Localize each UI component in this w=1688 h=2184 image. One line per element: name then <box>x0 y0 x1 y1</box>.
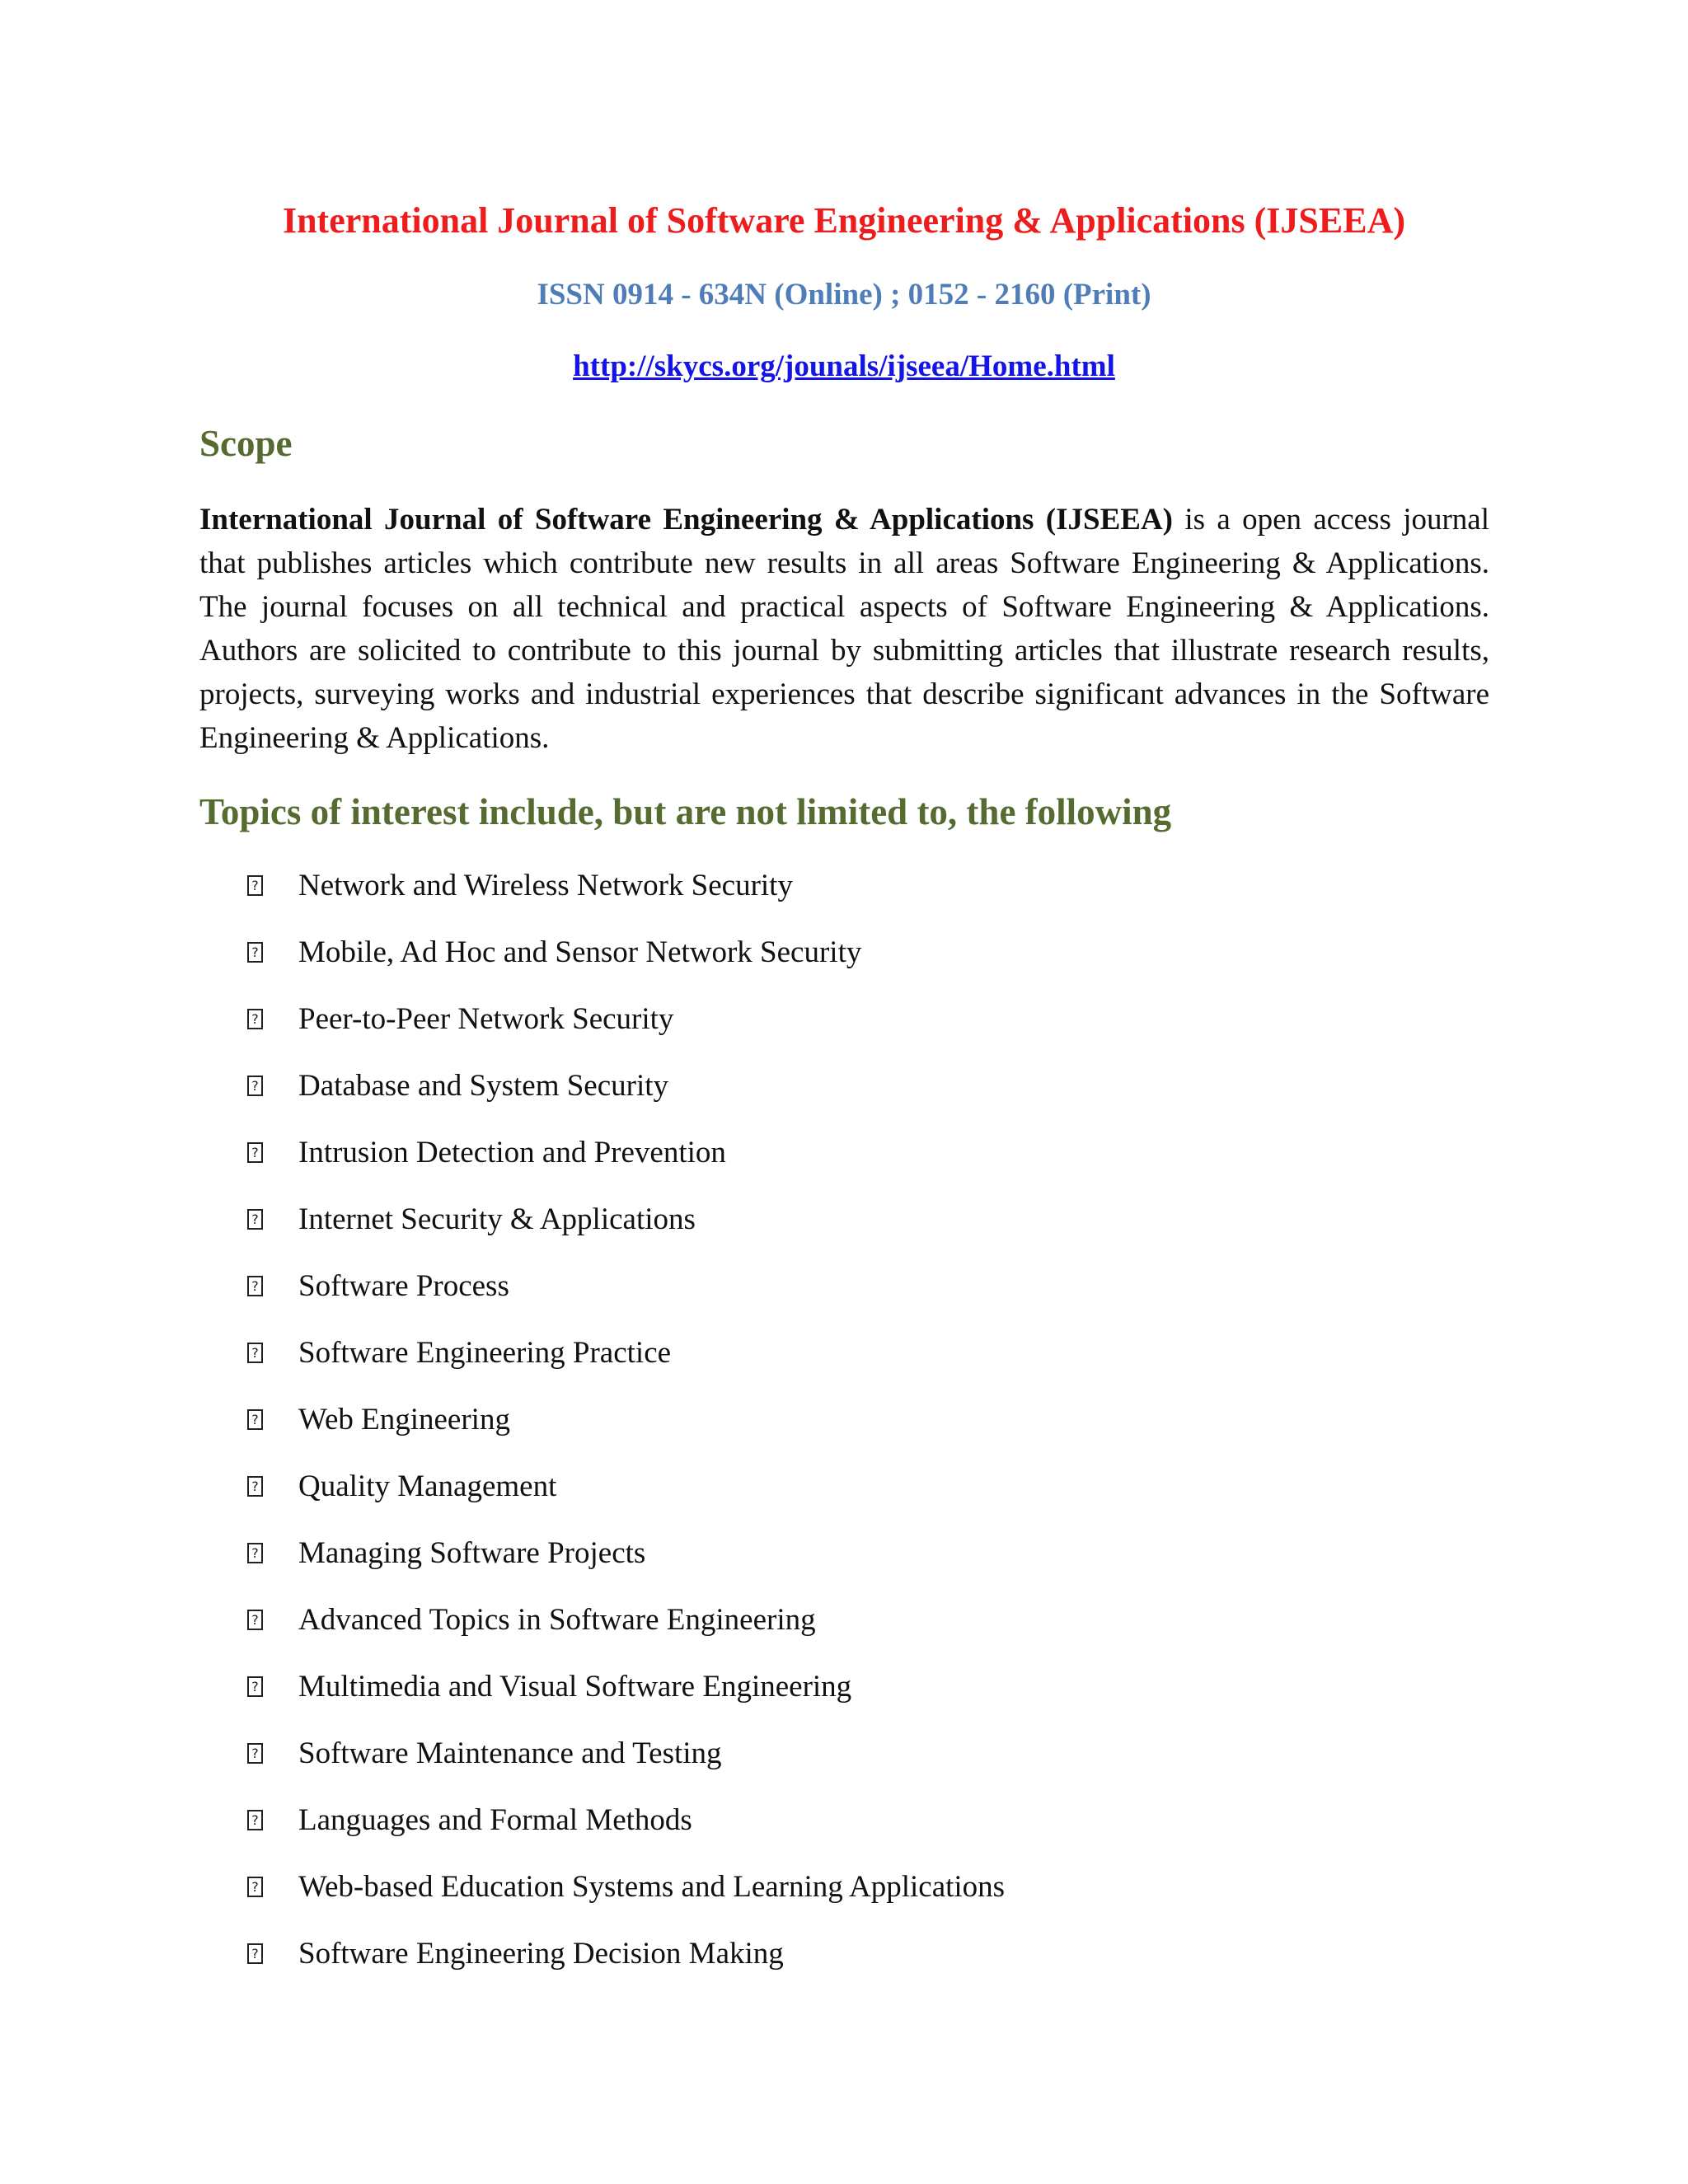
missing-glyph-bullet-icon: ? <box>247 1877 263 1897</box>
topic-label: Intrusion Detection and Prevention <box>298 1136 726 1169</box>
scope-body-text: is a open access journal that publishes articles which contribute new results in all areas Software Engineering & Applications. The journal focuses on all technical and practical aspects of Software Engineering & Applications. Authors are solicited to contribute to this journal by submitting articles that illustrate research results, projects, surveying works and industrial experiences that describe significant advances in the Software Engineering & Applications. <box>199 503 1490 755</box>
topic-item <box>0 1197 1688 1264</box>
topic-item <box>0 1465 1688 1531</box>
topics-list <box>0 864 1688 1999</box>
topic-label: Software Engineering Practice <box>298 1336 672 1370</box>
topic-label: Network and Wireless Network Security <box>298 869 793 902</box>
topic-item <box>0 1932 1688 1999</box>
topic-item <box>0 930 1688 997</box>
topics-heading: Topics of interest include, but are not limited to, the following <box>199 791 1172 832</box>
missing-glyph-bullet-icon: ? <box>247 1009 263 1029</box>
missing-glyph-bullet-icon: ? <box>247 1409 263 1430</box>
missing-glyph-bullet-icon: ? <box>247 1543 263 1563</box>
missing-glyph-bullet-icon: ? <box>247 942 263 963</box>
topic-label: Mobile, Ad Hoc and Sensor Network Security <box>298 935 862 969</box>
topic-item <box>0 1665 1688 1732</box>
missing-glyph-bullet-icon: ? <box>247 1810 263 1830</box>
topic-label: Web Engineering <box>298 1403 510 1436</box>
topic-item <box>0 1798 1688 1865</box>
topic-item <box>0 864 1688 930</box>
topic-item <box>0 1331 1688 1398</box>
topic-item <box>0 1264 1688 1331</box>
topic-label: Software Process <box>298 1269 509 1303</box>
missing-glyph-bullet-icon: ? <box>247 1076 263 1096</box>
topic-label: Web-based Education Systems and Learning Applications <box>298 1870 1006 1904</box>
missing-glyph-bullet-icon: ? <box>247 1276 263 1296</box>
topic-item <box>0 1131 1688 1197</box>
topic-item <box>0 1398 1688 1465</box>
missing-glyph-bullet-icon: ? <box>247 1209 263 1230</box>
scope-heading: Scope <box>199 423 293 464</box>
topic-item <box>0 997 1688 1064</box>
scope-paragraph <box>199 498 1489 760</box>
missing-glyph-bullet-icon: ? <box>247 1343 263 1363</box>
topic-item <box>0 1531 1688 1598</box>
issn-line: ISSN 0914 - 634N (Online) ; 0152 - 2160 (Print) <box>537 278 1151 312</box>
missing-glyph-bullet-icon: ? <box>247 1476 263 1497</box>
topic-label: Database and System Security <box>298 1069 669 1103</box>
topic-item <box>0 1064 1688 1131</box>
topic-item <box>0 1865 1688 1932</box>
topic-label: Advanced Topics in Software Engineering <box>298 1603 816 1637</box>
topic-item <box>0 1732 1688 1798</box>
topic-label: Peer-to-Peer Network Security <box>298 1002 674 1036</box>
missing-glyph-bullet-icon: ? <box>247 875 263 896</box>
topic-item <box>0 1598 1688 1665</box>
missing-glyph-bullet-icon: ? <box>247 1142 263 1163</box>
topic-label: Quality Management <box>298 1469 557 1503</box>
journal-home-link[interactable]: http://skycs.org/jounals/ijseea/Home.html <box>573 349 1115 383</box>
topic-label: Multimedia and Visual Software Engineering <box>298 1670 852 1704</box>
topic-label: Languages and Formal Methods <box>298 1803 692 1837</box>
topic-label: Internet Security & Applications <box>298 1202 696 1236</box>
missing-glyph-bullet-icon: ? <box>247 1676 263 1697</box>
journal-url-line <box>0 346 1688 387</box>
scope-lead-text: International Journal of Software Engineering & Applications (IJSEEA) <box>199 503 1173 537</box>
missing-glyph-bullet-icon: ? <box>247 1943 263 1964</box>
topic-label: Software Maintenance and Testing <box>298 1736 722 1770</box>
missing-glyph-bullet-icon: ? <box>247 1743 263 1764</box>
journal-title: International Journal of Software Engineering & Applications (IJSEEA) <box>282 200 1406 241</box>
missing-glyph-bullet-icon: ? <box>247 1610 263 1630</box>
topic-label: Managing Software Projects <box>298 1536 646 1570</box>
topic-label: Software Engineering Decision Making <box>298 1937 784 1971</box>
